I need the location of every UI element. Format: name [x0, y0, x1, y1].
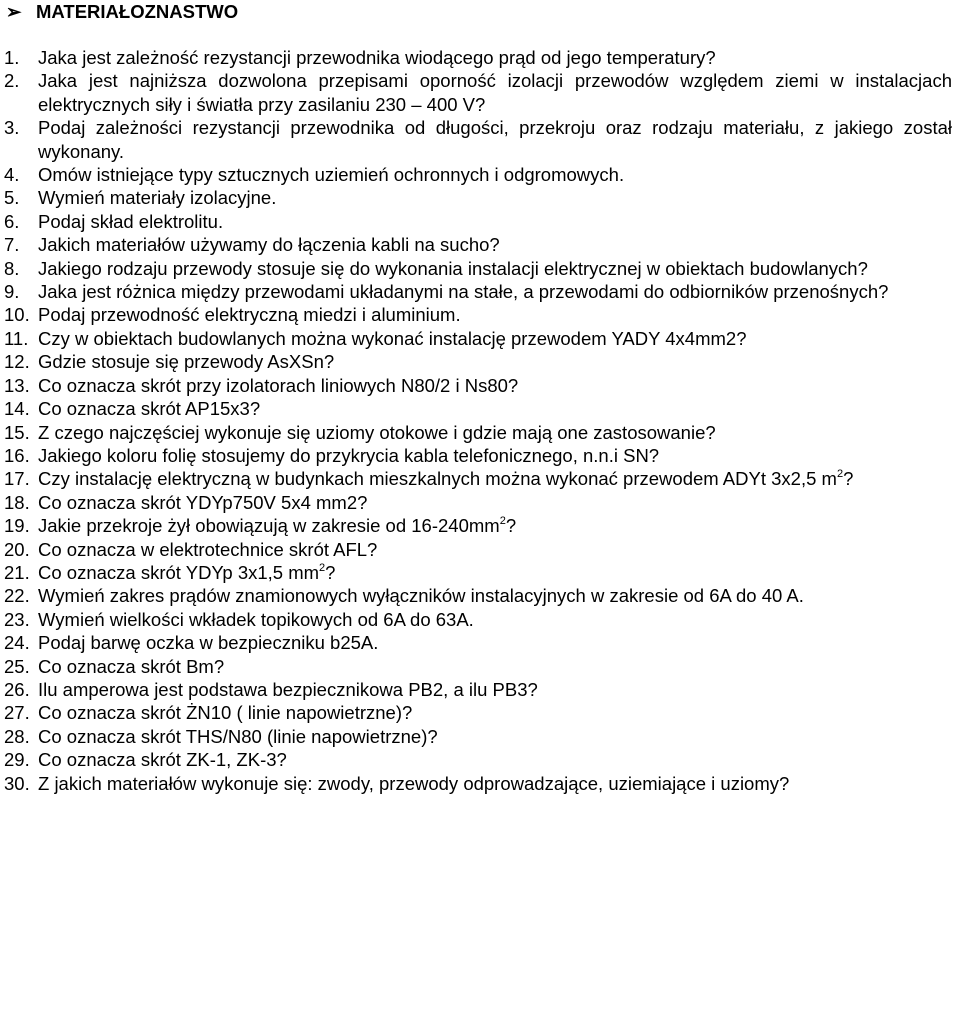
question-item — [0, 748, 960, 771]
question-number: 2. — [4, 70, 20, 92]
question-text — [38, 350, 952, 373]
question-item — [0, 631, 960, 654]
question-text-main: Jaka jest najniższa dozwolona przepisami oporność izolacji przewodów względem ziemi w instalacjach elektrycznych siły i światła przy zasilaniu 230 – 400 V? — [38, 70, 952, 115]
question-number: 24. — [4, 632, 30, 654]
question-text — [38, 678, 952, 701]
question-item — [0, 514, 960, 537]
question-text — [38, 748, 952, 771]
question-number: 14. — [4, 398, 30, 420]
question-number: 16. — [4, 444, 30, 466]
question-text — [38, 280, 952, 303]
question-text — [38, 655, 952, 678]
question-text-main: Wymień materiały izolacyjne. — [38, 187, 277, 209]
question-text-main: Co oznacza skrót YDYp750V 5x4 mm2? — [38, 491, 368, 513]
question-list — [0, 46, 960, 795]
question-number: 4. — [4, 164, 20, 186]
question-text-main: Co oznacza skrót AP15x3? — [38, 398, 261, 420]
question-text — [38, 608, 952, 631]
question-number: 1. — [4, 47, 20, 68]
question-item — [0, 584, 960, 607]
question-item — [0, 186, 960, 209]
question-text — [38, 69, 952, 116]
question-text-main: Podaj skład elektrolitu. — [38, 210, 224, 232]
question-item — [0, 163, 960, 186]
question-text — [38, 233, 952, 256]
superscript-exponent: 2 — [499, 515, 506, 528]
question-text-main: Wymień zakres prądów znamionowych wyłączników instalacyjnych w zakresie od 6A do 40 A. — [38, 585, 804, 607]
question-item — [0, 655, 960, 678]
question-item — [0, 69, 960, 116]
question-number: 3. — [4, 117, 20, 139]
question-item — [0, 116, 960, 163]
question-item — [0, 46, 960, 69]
question-number: 30. — [4, 772, 30, 794]
question-text — [38, 374, 952, 397]
question-item — [0, 701, 960, 724]
question-item — [0, 210, 960, 233]
question-text — [38, 491, 952, 514]
question-number: 10. — [4, 304, 30, 326]
question-text-tail: ? — [843, 468, 854, 490]
question-number: 29. — [4, 749, 30, 771]
superscript-exponent: 2 — [836, 468, 844, 481]
question-number: 28. — [4, 725, 30, 747]
question-item — [0, 280, 960, 303]
question-text — [38, 421, 952, 444]
question-number: 12. — [4, 351, 30, 373]
question-text — [38, 772, 952, 795]
question-text-main: Czy w obiektach budowlanych można wykonać instalację przewodem YADY 4x4mm2? — [38, 327, 747, 349]
question-number: 22. — [4, 585, 30, 607]
question-text-main: Co oznacza skrót YDYp 3x1,5 mm — [38, 561, 320, 583]
question-number: 6. — [4, 210, 20, 232]
question-item — [0, 725, 960, 748]
question-item — [0, 467, 960, 490]
question-item — [0, 772, 960, 795]
question-text — [38, 327, 952, 350]
question-item — [0, 350, 960, 373]
question-item — [0, 303, 960, 326]
question-text-main: Z czego najczęściej wykonuje się uziomy otokowe i gdzie mają one zastosowanie? — [38, 421, 716, 443]
question-text-main: Gdzie stosuje się przewody AsXSn? — [38, 351, 335, 373]
question-number: 9. — [4, 281, 20, 303]
superscript-exponent: 2 — [319, 561, 326, 574]
question-text — [38, 467, 952, 490]
question-text-main: Jakiego rodzaju przewody stosuje się do wykonania instalacji elektrycznej w obiektach budowlanych? — [38, 257, 868, 279]
question-text — [38, 163, 952, 186]
question-text — [38, 538, 952, 561]
question-text-main: Co oznacza skrót THS/N80 (linie napowietrzne)? — [38, 725, 438, 747]
question-item — [0, 327, 960, 350]
question-text-main: Co oznacza skrót ZK-1, ZK-3? — [38, 749, 287, 771]
question-text-main: Co oznacza w elektrotechnice skrót AFL? — [38, 538, 378, 560]
question-item — [0, 538, 960, 561]
question-text — [38, 514, 952, 537]
question-number: 13. — [4, 374, 30, 396]
question-text-tail: ? — [505, 515, 517, 537]
question-number: 5. — [4, 187, 20, 209]
question-text — [38, 725, 952, 748]
question-item — [0, 444, 960, 467]
section-heading — [6, 0, 238, 24]
question-text — [38, 46, 952, 69]
question-text-main: Ilu amperowa jest podstawa bezpiecznikowa PB2, a ilu PB3? — [38, 678, 538, 700]
question-text-main: Podaj przewodność elektryczną miedzi i aluminium. — [38, 304, 461, 326]
question-item — [0, 257, 960, 280]
question-text — [38, 444, 952, 467]
question-text — [38, 210, 952, 233]
question-text-main: Podaj zależności rezystancji przewodnika od długości, przekroju oraz rodzaju materiału, z jakiego został wykonany. — [38, 117, 952, 162]
question-text-main: Co oznacza skrót Bm? — [38, 655, 225, 677]
question-number: 21. — [4, 561, 30, 583]
question-text-main: Czy instalację elektryczną w budynkach mieszkalnych można wykonać przewodem ADYt 3x2,5 m — [38, 468, 837, 490]
question-text — [38, 631, 952, 654]
question-number: 20. — [4, 538, 30, 560]
question-item — [0, 421, 960, 444]
question-number: 26. — [4, 678, 30, 700]
question-text-main: Jakiego koloru folię stosujemy do przykrycia kabla telefonicznego, n.n.i SN? — [38, 444, 660, 466]
question-text-tail: ? — [325, 561, 336, 583]
question-item — [0, 678, 960, 701]
question-item — [0, 491, 960, 514]
question-item — [0, 608, 960, 631]
question-text — [38, 186, 952, 209]
question-number: 17. — [4, 468, 30, 490]
question-text-main: Z jakich materiałów wykonuje się: zwody, przewody odprowadzające, uziemiające i uziomy? — [38, 772, 790, 794]
question-number: 27. — [4, 702, 30, 724]
question-text-main: Omów istniejące typy sztucznych uziemień ochronnych i odgromowych. — [38, 164, 625, 186]
question-number: 25. — [4, 655, 30, 677]
question-number: 8. — [4, 257, 20, 279]
question-text — [38, 116, 952, 163]
question-text — [38, 397, 952, 420]
question-text-main: Wymień wielkości wkładek topikowych od 6A do 63A. — [38, 608, 474, 630]
arrow-bullet-icon: ➢ — [6, 1, 22, 22]
question-text — [38, 303, 952, 326]
question-number: 23. — [4, 608, 30, 630]
question-text-main: Podaj barwę oczka w bezpieczniku b25A. — [38, 632, 379, 654]
question-text-main: Jaka jest zależność rezystancji przewodnika wiodącego prąd od jego temperatury? — [38, 47, 716, 68]
question-text-main: Jakie przekroje żył obowiązują w zakresie od 16-240mm — [38, 515, 500, 537]
question-text — [38, 701, 952, 724]
question-text — [38, 561, 952, 584]
question-item — [0, 233, 960, 256]
question-text-main: Co oznacza skrót przy izolatorach liniowych N80/2 i Ns80? — [38, 374, 519, 396]
question-text — [38, 257, 952, 280]
question-number: 7. — [4, 234, 20, 256]
question-text-main: Jakich materiałów używamy do łączenia kabli na sucho? — [38, 234, 500, 256]
question-number: 19. — [4, 515, 30, 537]
question-item — [0, 561, 960, 584]
question-text-main: Jaka jest różnica między przewodami układanymi na stałe, a przewodami do odbiorników przenośnych? — [38, 281, 889, 303]
question-number: 15. — [4, 421, 30, 443]
question-number: 11. — [4, 327, 29, 349]
question-text — [38, 584, 952, 607]
question-item — [0, 397, 960, 420]
section-title: MATERIAŁOZNASTWO — [36, 1, 239, 22]
question-number: 18. — [4, 491, 30, 513]
question-item — [0, 374, 960, 397]
question-text-main: Co oznacza skrót ŻN10 ( linie napowietrzne)? — [38, 702, 413, 724]
